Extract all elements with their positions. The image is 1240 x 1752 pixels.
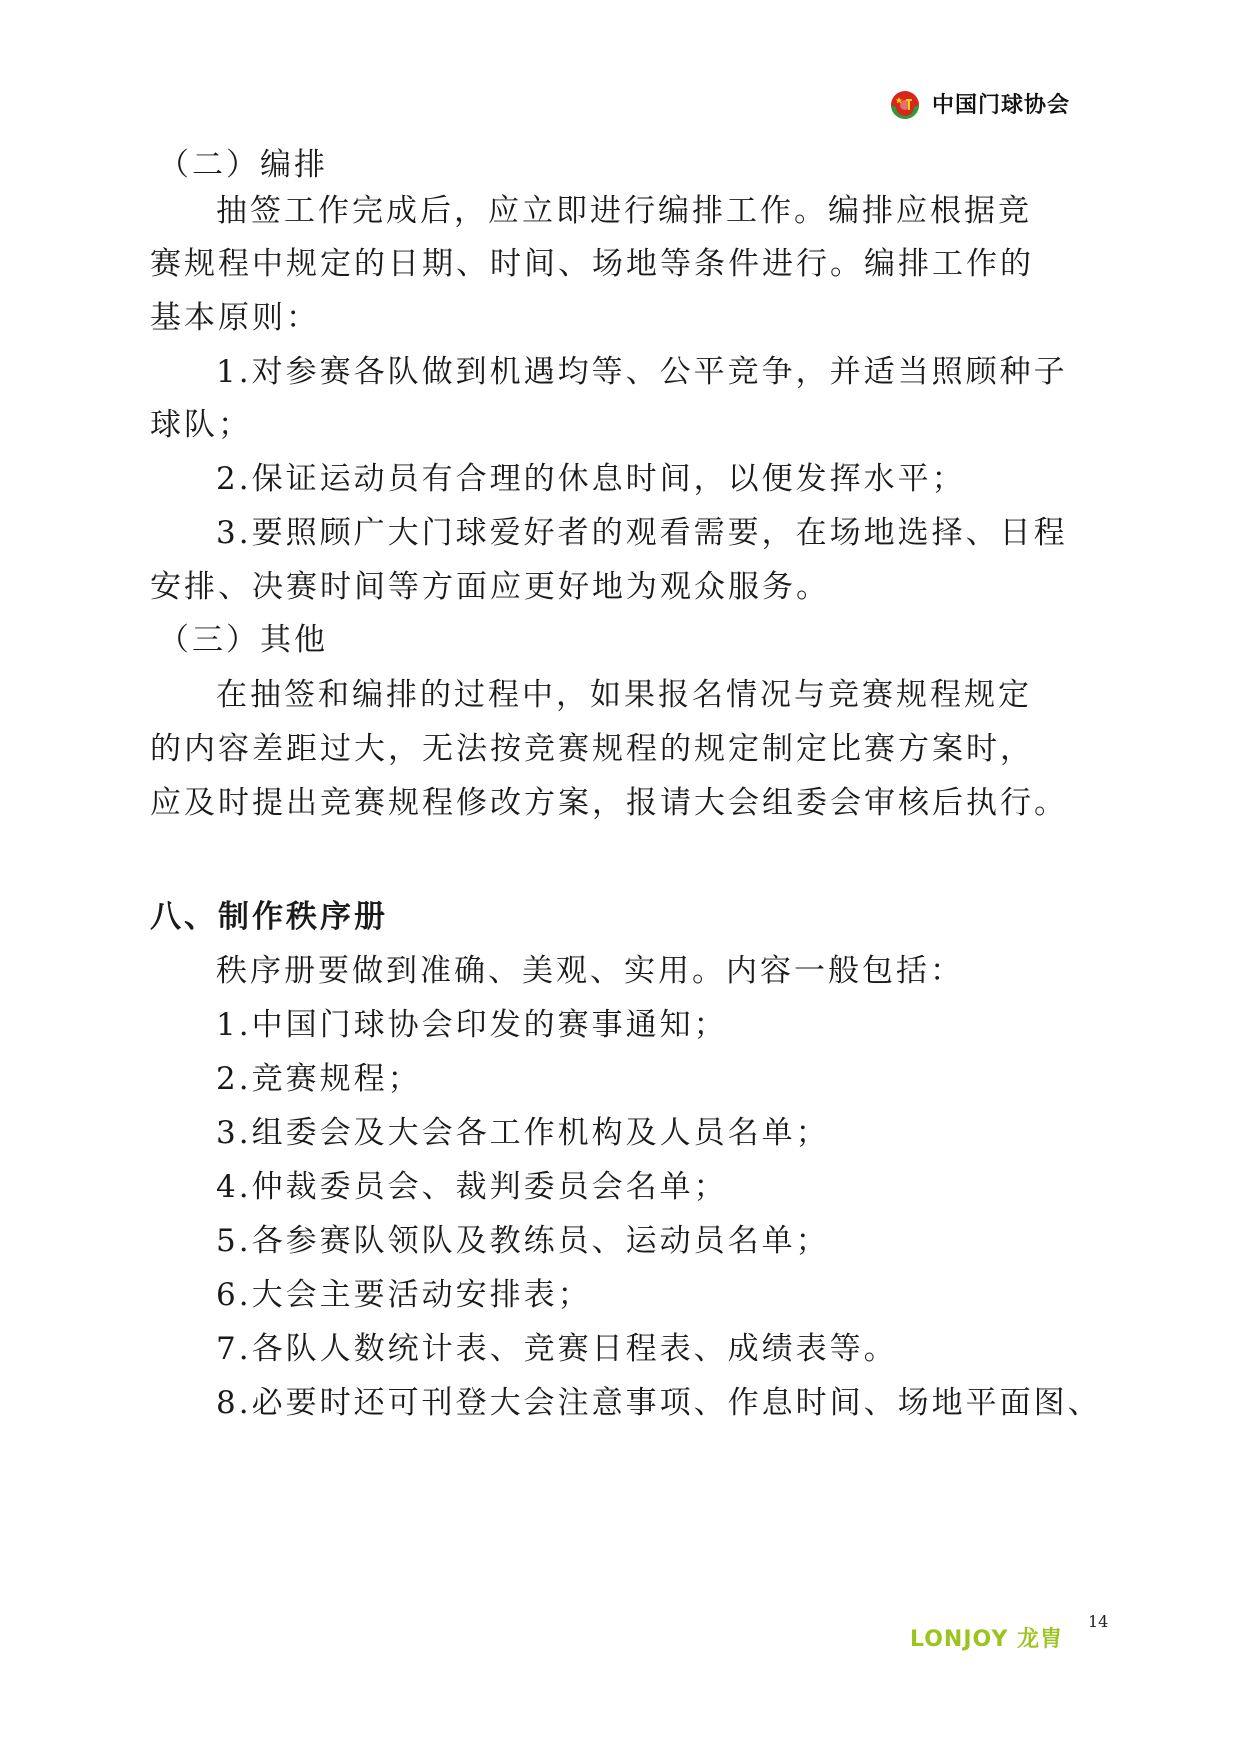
list-item: 3.组委会及大会各工作机构及人员名单；	[216, 1115, 830, 1151]
flag-ball-icon	[888, 86, 922, 120]
list-item: 4.仲裁委员会、裁判委员会名单；	[216, 1169, 728, 1205]
paragraph-line: 安排、决赛时间等方面应更好地为观众服务。	[150, 569, 830, 605]
paragraph-line: 应及时提出竞赛规程修改方案，报请大会组委会审核后执行。	[150, 785, 1068, 821]
paragraph-line: 抽签工作完成后，应立即进行编排工作。编排应根据竞	[216, 193, 1032, 229]
list-item: 6.大会主要活动安排表；	[216, 1277, 592, 1313]
list-item: 2.保证运动员有合理的休息时间，以便发挥水平；	[216, 461, 966, 497]
header-logo	[888, 86, 1070, 120]
paragraph-line: 在抽签和编排的过程中，如果报名情况与竞赛规程规定	[216, 677, 1032, 713]
list-item: 1.对参赛各队做到机遇均等、公平竞争，并适当照顾种子	[216, 354, 1068, 390]
paragraph-line: 赛规程中规定的日期、时间、场地等条件进行。编排工作的	[150, 246, 1034, 282]
section-heading: 八、制作秩序册	[150, 899, 388, 935]
list-item: 2.竞赛规程；	[216, 1061, 422, 1097]
list-item: 1.中国门球协会印发的赛事通知；	[216, 1007, 728, 1043]
subheading-arrangement: （二）编排	[158, 147, 328, 183]
list-item: 5.各参赛队领队及教练员、运动员名单；	[216, 1223, 830, 1259]
org-name: 中国门球协会	[932, 92, 1071, 118]
list-item: 3.要照顾广大门球爱好者的观看需要，在场地选择、日程	[216, 515, 1068, 551]
list-item: 8.必要时还可刊登大会注意事项、作息时间、场地平面图、	[216, 1385, 1102, 1421]
paragraph-line: 秩序册要做到准确、美观、实用。内容一般包括：	[216, 953, 964, 989]
paragraph-line: 球队；	[150, 407, 252, 443]
footer-brand-logo: LONJOY 龙胄	[910, 1627, 1064, 1652]
subheading-other: （三）其他	[158, 622, 328, 658]
list-item: 7.各队人数统计表、竞赛日程表、成绩表等。	[216, 1331, 898, 1367]
paragraph-line: 的内容差距过大，无法按竞赛规程的规定制定比赛方案时，	[150, 731, 1034, 767]
page-number: 14	[1088, 1612, 1109, 1631]
paragraph-line: 基本原则：	[150, 300, 320, 336]
